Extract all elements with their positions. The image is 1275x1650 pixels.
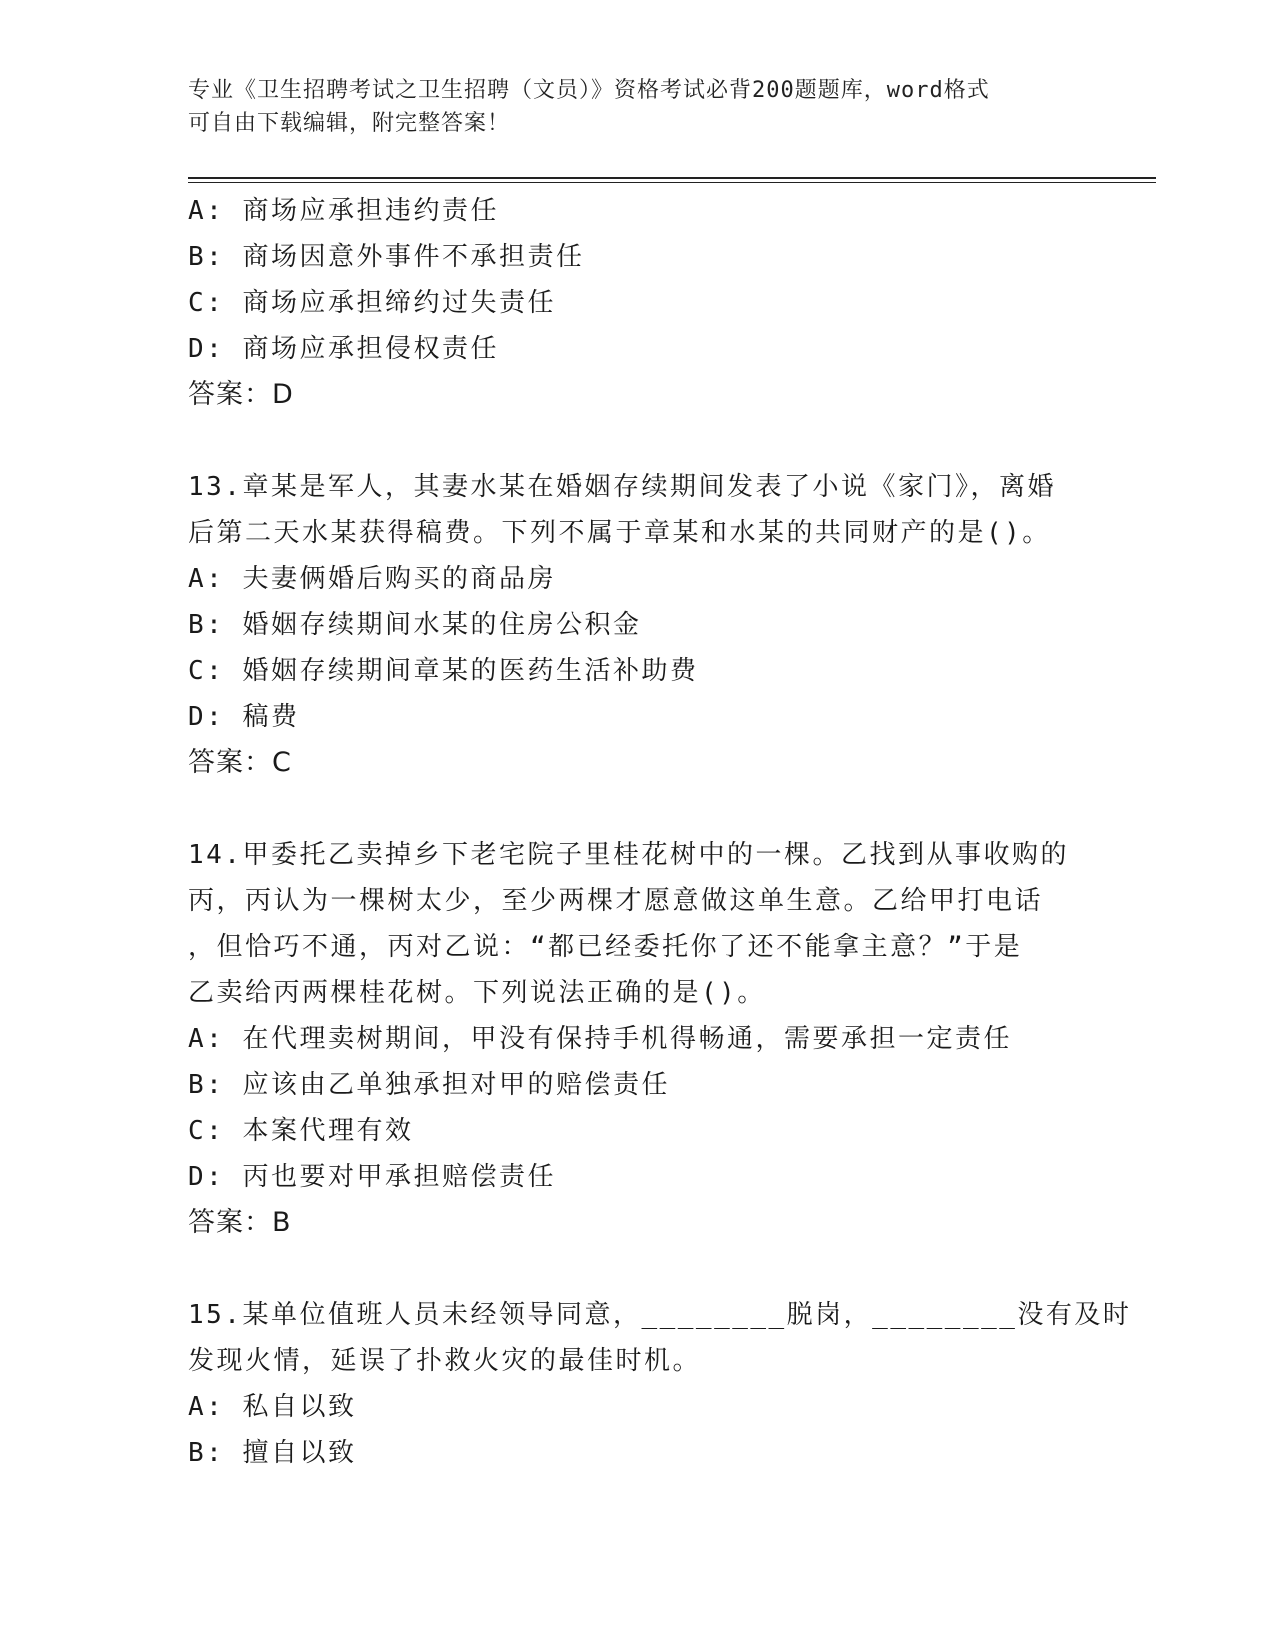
option-d: D: 稿费 xyxy=(188,702,300,732)
question-13 xyxy=(188,464,1088,786)
question-stem-line: 13.章某是军人，其妻水某在婚姻存续期间发表了小说《家门》，离婚 xyxy=(188,472,1056,502)
option-b: B: 擅自以致 xyxy=(188,1438,357,1468)
header-line-1: 专业《卫生招聘考试之卫生招聘（文员）》资格考试必背200题题库，word格式 xyxy=(188,78,990,103)
question-stem-line: 14.甲委托乙卖掉乡下老宅院子里桂花树中的一棵。乙找到从事收购的 xyxy=(188,840,1069,870)
question-15 xyxy=(188,1292,1132,1476)
question-stem-line: 发现火情，延误了扑救火灾的最佳时机。 xyxy=(188,1346,702,1376)
option-a: A: 夫妻俩婚后购买的商品房 xyxy=(188,564,556,594)
answer: 答案：B xyxy=(188,1207,292,1238)
spacer xyxy=(188,786,1088,832)
option-d: D: 丙也要对甲承担赔偿责任 xyxy=(188,1162,556,1192)
question-12 xyxy=(188,188,1088,418)
option-b: B: 婚姻存续期间水某的住房公积金 xyxy=(188,610,642,640)
question-stem-line: ，但恰巧不通，丙对乙说：“都已经委托你了还不能拿主意？”于是 xyxy=(188,932,1023,962)
question-stem-line: 丙，丙认为一棵树太少，至少两棵才愿意做这单生意。乙给甲打电话 xyxy=(188,886,1044,916)
option-c: C: 商场应承担缔约过失责任 xyxy=(188,288,556,318)
answer: 答案：D xyxy=(188,379,294,410)
document-header xyxy=(188,74,1088,140)
answer: 答案：C xyxy=(188,747,292,778)
option-a: A: 商场应承担违约责任 xyxy=(188,196,499,226)
question-14 xyxy=(188,832,1088,1246)
header-divider xyxy=(188,177,1156,183)
header-line-2: 可自由下载编辑，附完整答案！ xyxy=(188,111,511,136)
spacer xyxy=(188,1246,1088,1292)
question-stem-line: 后第二天水某获得稿费。下列不属于章某和水某的共同财产的是()。 xyxy=(188,518,1051,548)
question-stem-line: 15.某单位值班人员未经领导同意，________脱岗，________没有及时 xyxy=(188,1300,1132,1330)
option-a: A: 私自以致 xyxy=(188,1392,357,1422)
question-stem-line: 乙卖给丙两棵桂花树。下列说法正确的是()。 xyxy=(188,978,766,1008)
option-c: C: 婚姻存续期间章某的医药生活补助费 xyxy=(188,656,699,686)
option-b: B: 商场因意外事件不承担责任 xyxy=(188,242,585,272)
option-a: A: 在代理卖树期间，甲没有保持手机得畅通，需要承担一定责任 xyxy=(188,1024,1012,1054)
document-body xyxy=(188,188,1132,1476)
option-c: C: 本案代理有效 xyxy=(188,1116,414,1146)
option-d: D: 商场应承担侵权责任 xyxy=(188,334,499,364)
spacer xyxy=(188,418,1088,464)
option-b: B: 应该由乙单独承担对甲的赔偿责任 xyxy=(188,1070,670,1100)
